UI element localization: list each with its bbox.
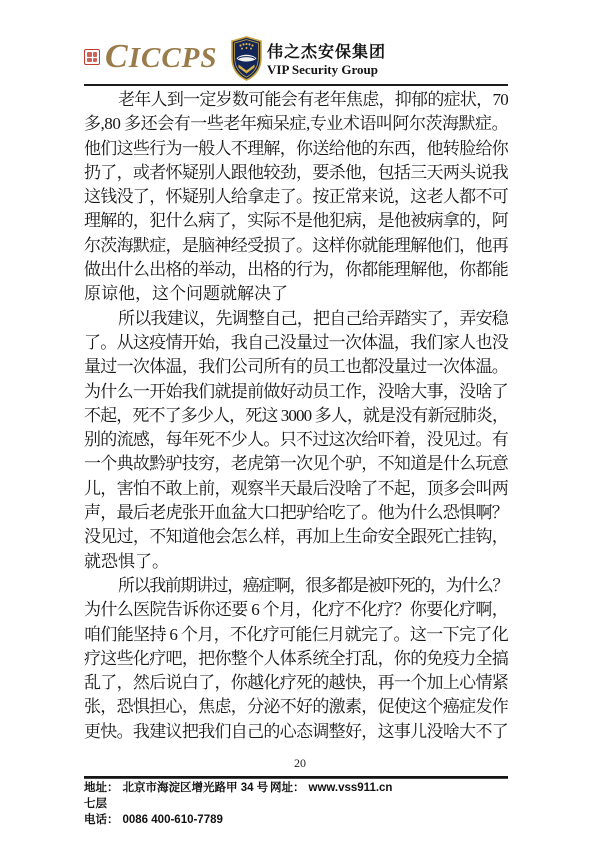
ciccps-seal-icon [84, 49, 100, 65]
page-number: 20 [294, 756, 306, 770]
paragraph [84, 88, 508, 307]
text-line: 他们这些行为一般人不理解，你送给他的东西，他转脸给你 [84, 138, 509, 158]
text-line: 咱们能坚持 6 个月，不化疗可能仨月就完了。这一下完了化 [84, 624, 509, 644]
footer-divider [84, 776, 508, 779]
text-line: 乱了，然后说白了，你越化疗死的越快，再一个加上心情紧 [84, 673, 509, 693]
page-header [84, 36, 508, 84]
text-line: 张，恐惧担心，焦虑，分泌不好的激素，促使这个癌症发作 [84, 697, 509, 717]
text-line: 为什么医院告诉你还要 6 个月，化疗不化疗？你要化疗啊， [84, 600, 509, 620]
address-value: 北京市海淀区增光路甲 34 号七层 [84, 782, 269, 810]
footer-row-2 [84, 812, 508, 828]
text-line: 老年人到一定岁数可能会有老年焦虑，抑郁的症状，70 [118, 90, 508, 109]
body-text [84, 88, 508, 744]
text-line: 做出什么出格的举动，出格的行为，你都能理解他，你都能 [84, 260, 509, 280]
text-line: 所以我前期讲过，癌症啊，很多都是被吓死的，为什么？ [118, 575, 508, 595]
address-cell [84, 780, 270, 812]
website-cell [270, 780, 392, 812]
text-line: 一个典故黔驴技穷，老虎第一次见个驴，不知道是什么玩意 [84, 454, 509, 474]
text-line: 声，最后老虎张开血盆大口把驴给吃了。他为什么恐惧啊？ [84, 503, 509, 523]
text-line: 尔茨海默症，是脑神经受损了。这样你就能理解他们，他再 [84, 235, 509, 255]
header-divider [84, 84, 508, 86]
text-line: 这钱没了，怀疑别人给拿走了。按正常来说，这老人都不可 [84, 187, 509, 207]
group-name-cn: 伟之杰安保集团 [267, 44, 387, 61]
security-group-names [267, 43, 386, 77]
text-line: 为什么一开始我们就提前做好动员工作，没啥大事，没啥了 [84, 381, 509, 401]
phone-value: 0086 400-610-7789 [122, 814, 223, 826]
address-label: 地址： [84, 782, 119, 794]
text-line: 疗这些化疗吧，把你整个人体系统全打乱，你的免疫力全搞 [84, 648, 509, 668]
text-line: 量过一次体温，我们公司所有的员工也都没量过一次体温。 [84, 357, 509, 377]
text-line: 不起，死不了多少人，死这 3000 多人，就是没有新冠肺炎， [84, 405, 509, 425]
footer-row-1 [84, 780, 508, 812]
group-name-en: VIP Security Group [267, 62, 378, 77]
page-footer [84, 780, 508, 828]
text-line: 了。从这疫情开始，我自己没量过一次体温，我们家人也没 [84, 332, 509, 352]
text-line: 理解的，犯什么病了，实际不是他犯病，是他被病拿的，阿 [84, 211, 509, 231]
website-label: 网址： [270, 782, 305, 794]
text-line: 扔了，或者怀疑别人跟他较劲，要杀他，包括三天两头说我 [84, 162, 509, 182]
phone-label: 电话： [84, 814, 119, 826]
paragraph [84, 574, 508, 744]
text-line: 儿，害怕不敢上前，观察半天最后没啥了不起，顶多会叫两 [84, 478, 509, 498]
text-line: 就恐惧了。 [84, 551, 169, 571]
text-line: 原谅他，这个问题就解决了 [84, 284, 288, 304]
brand-logo-text: CICCPS [105, 38, 218, 75]
paragraph [84, 307, 508, 574]
website-value: www.vss911.cn [308, 782, 393, 794]
text-line: 多,80 多还会有一些老年痴呆症,专业术语叫阿尔茨海默症。 [84, 114, 509, 134]
phone-cell [84, 812, 223, 828]
text-line: 没见过，不知道他会怎么样，再加上生命安全跟死亡挂钩， [84, 527, 509, 547]
text-line: 别的流感，每年死不少人。只不过这次给吓着，没见过。有 [84, 430, 509, 450]
security-group-shield-icon [230, 36, 263, 86]
text-line: 更快。我建议把我们自己的心态调整好，这事儿没啥大不了 [84, 721, 509, 741]
text-line: 所以我建议，先调整自己，把自己给弄踏实了，弄安稳 [118, 308, 508, 328]
